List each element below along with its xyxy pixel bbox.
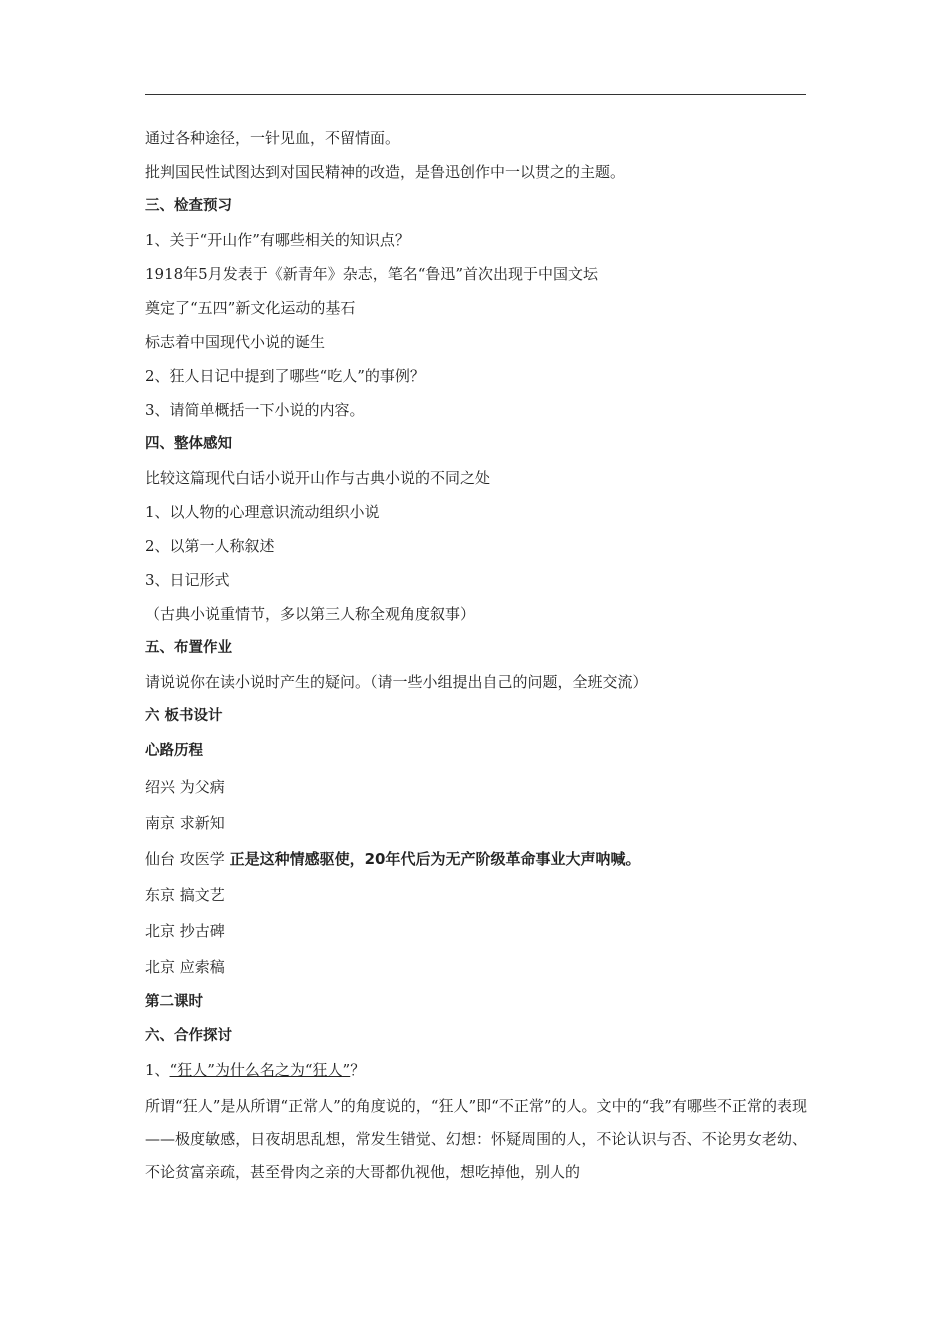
- list-item: 2、以第一人称叙述: [145, 537, 275, 555]
- section-heading: 四、整体感知: [145, 436, 232, 452]
- section-heading: 五、布置作业: [145, 640, 232, 656]
- board-item: 东京 搞文艺: [145, 886, 225, 904]
- board-item: 北京 抄古碑: [145, 922, 225, 940]
- text-line: 批判国民性试图达到对国民精神的改造，是鲁迅创作中一以贯之的主题。: [145, 163, 626, 181]
- text-line: 请说说你在读小说时产生的疑问。（请一些小组提出自己的问题，全班交流）: [145, 673, 648, 691]
- text-line: 比较这篇现代白话小说开山作与古典小说的不同之处: [145, 469, 491, 487]
- text-line: 通过各种途径，一针见血，不留情面。: [145, 129, 401, 147]
- question-line: 3、请简单概括一下小说的内容。: [145, 401, 365, 419]
- text-line: （古典小说重情节，多以第三人称全观角度叙事）: [145, 605, 476, 623]
- question-line: [145, 1053, 807, 1087]
- list-item: 1、以人物的心理意识流动组织小说: [145, 503, 380, 521]
- question-line: 1、关于“开山作”有哪些相关的知识点？: [145, 231, 410, 249]
- board-item: 南京 求新知: [145, 814, 225, 832]
- board-item: [145, 841, 807, 877]
- text-line: 标志着中国现代小说的诞生: [145, 333, 326, 351]
- section-heading: 六、合作探讨: [145, 1028, 232, 1044]
- board-item-label: 仙台 攻医学: [145, 850, 225, 868]
- section-heading: 第二课时: [145, 994, 203, 1010]
- question-number: 1、: [145, 1061, 170, 1079]
- section-heading: 六 板书设计: [145, 708, 223, 724]
- board-item: 绍兴 为父病: [145, 778, 225, 796]
- text-line: 1918年5月发表于《新青年》杂志，笔名“鲁迅”首次出现于中国文坛: [145, 265, 599, 283]
- list-item: 3、日记形式: [145, 571, 230, 589]
- text-line: 奠定了“五四”新文化运动的基石: [145, 299, 356, 317]
- board-summary: 正是这种情感驱使，20年代后为无产阶级革命事业大声呐喊。: [229, 850, 641, 868]
- underlined-question: “狂人”为什么名之为“狂人”: [169, 1061, 351, 1079]
- board-item: 北京 应索稿: [145, 958, 225, 976]
- answer-paragraph: 所谓“狂人”是从所谓“正常人”的角度说的，“狂人”即“不正常”的人。文中的“我”有哪些不正常的表现——极度敏感，日夜胡思乱想，常发生错觉、幻想：怀疑周围的人，不论认识与否、不论男女老幼、不论贫富亲疏，甚至骨肉之亲的大哥都仇视他，想吃掉他，别人的: [145, 1097, 807, 1181]
- question-mark: ？: [350, 1061, 366, 1079]
- header-rule: [145, 94, 806, 95]
- question-line: 2、狂人日记中提到了哪些“吃人”的事例？: [145, 367, 425, 385]
- board-title: 心路历程: [145, 743, 203, 759]
- section-heading: 三、检查预习: [145, 198, 232, 214]
- document-body: [145, 121, 807, 1189]
